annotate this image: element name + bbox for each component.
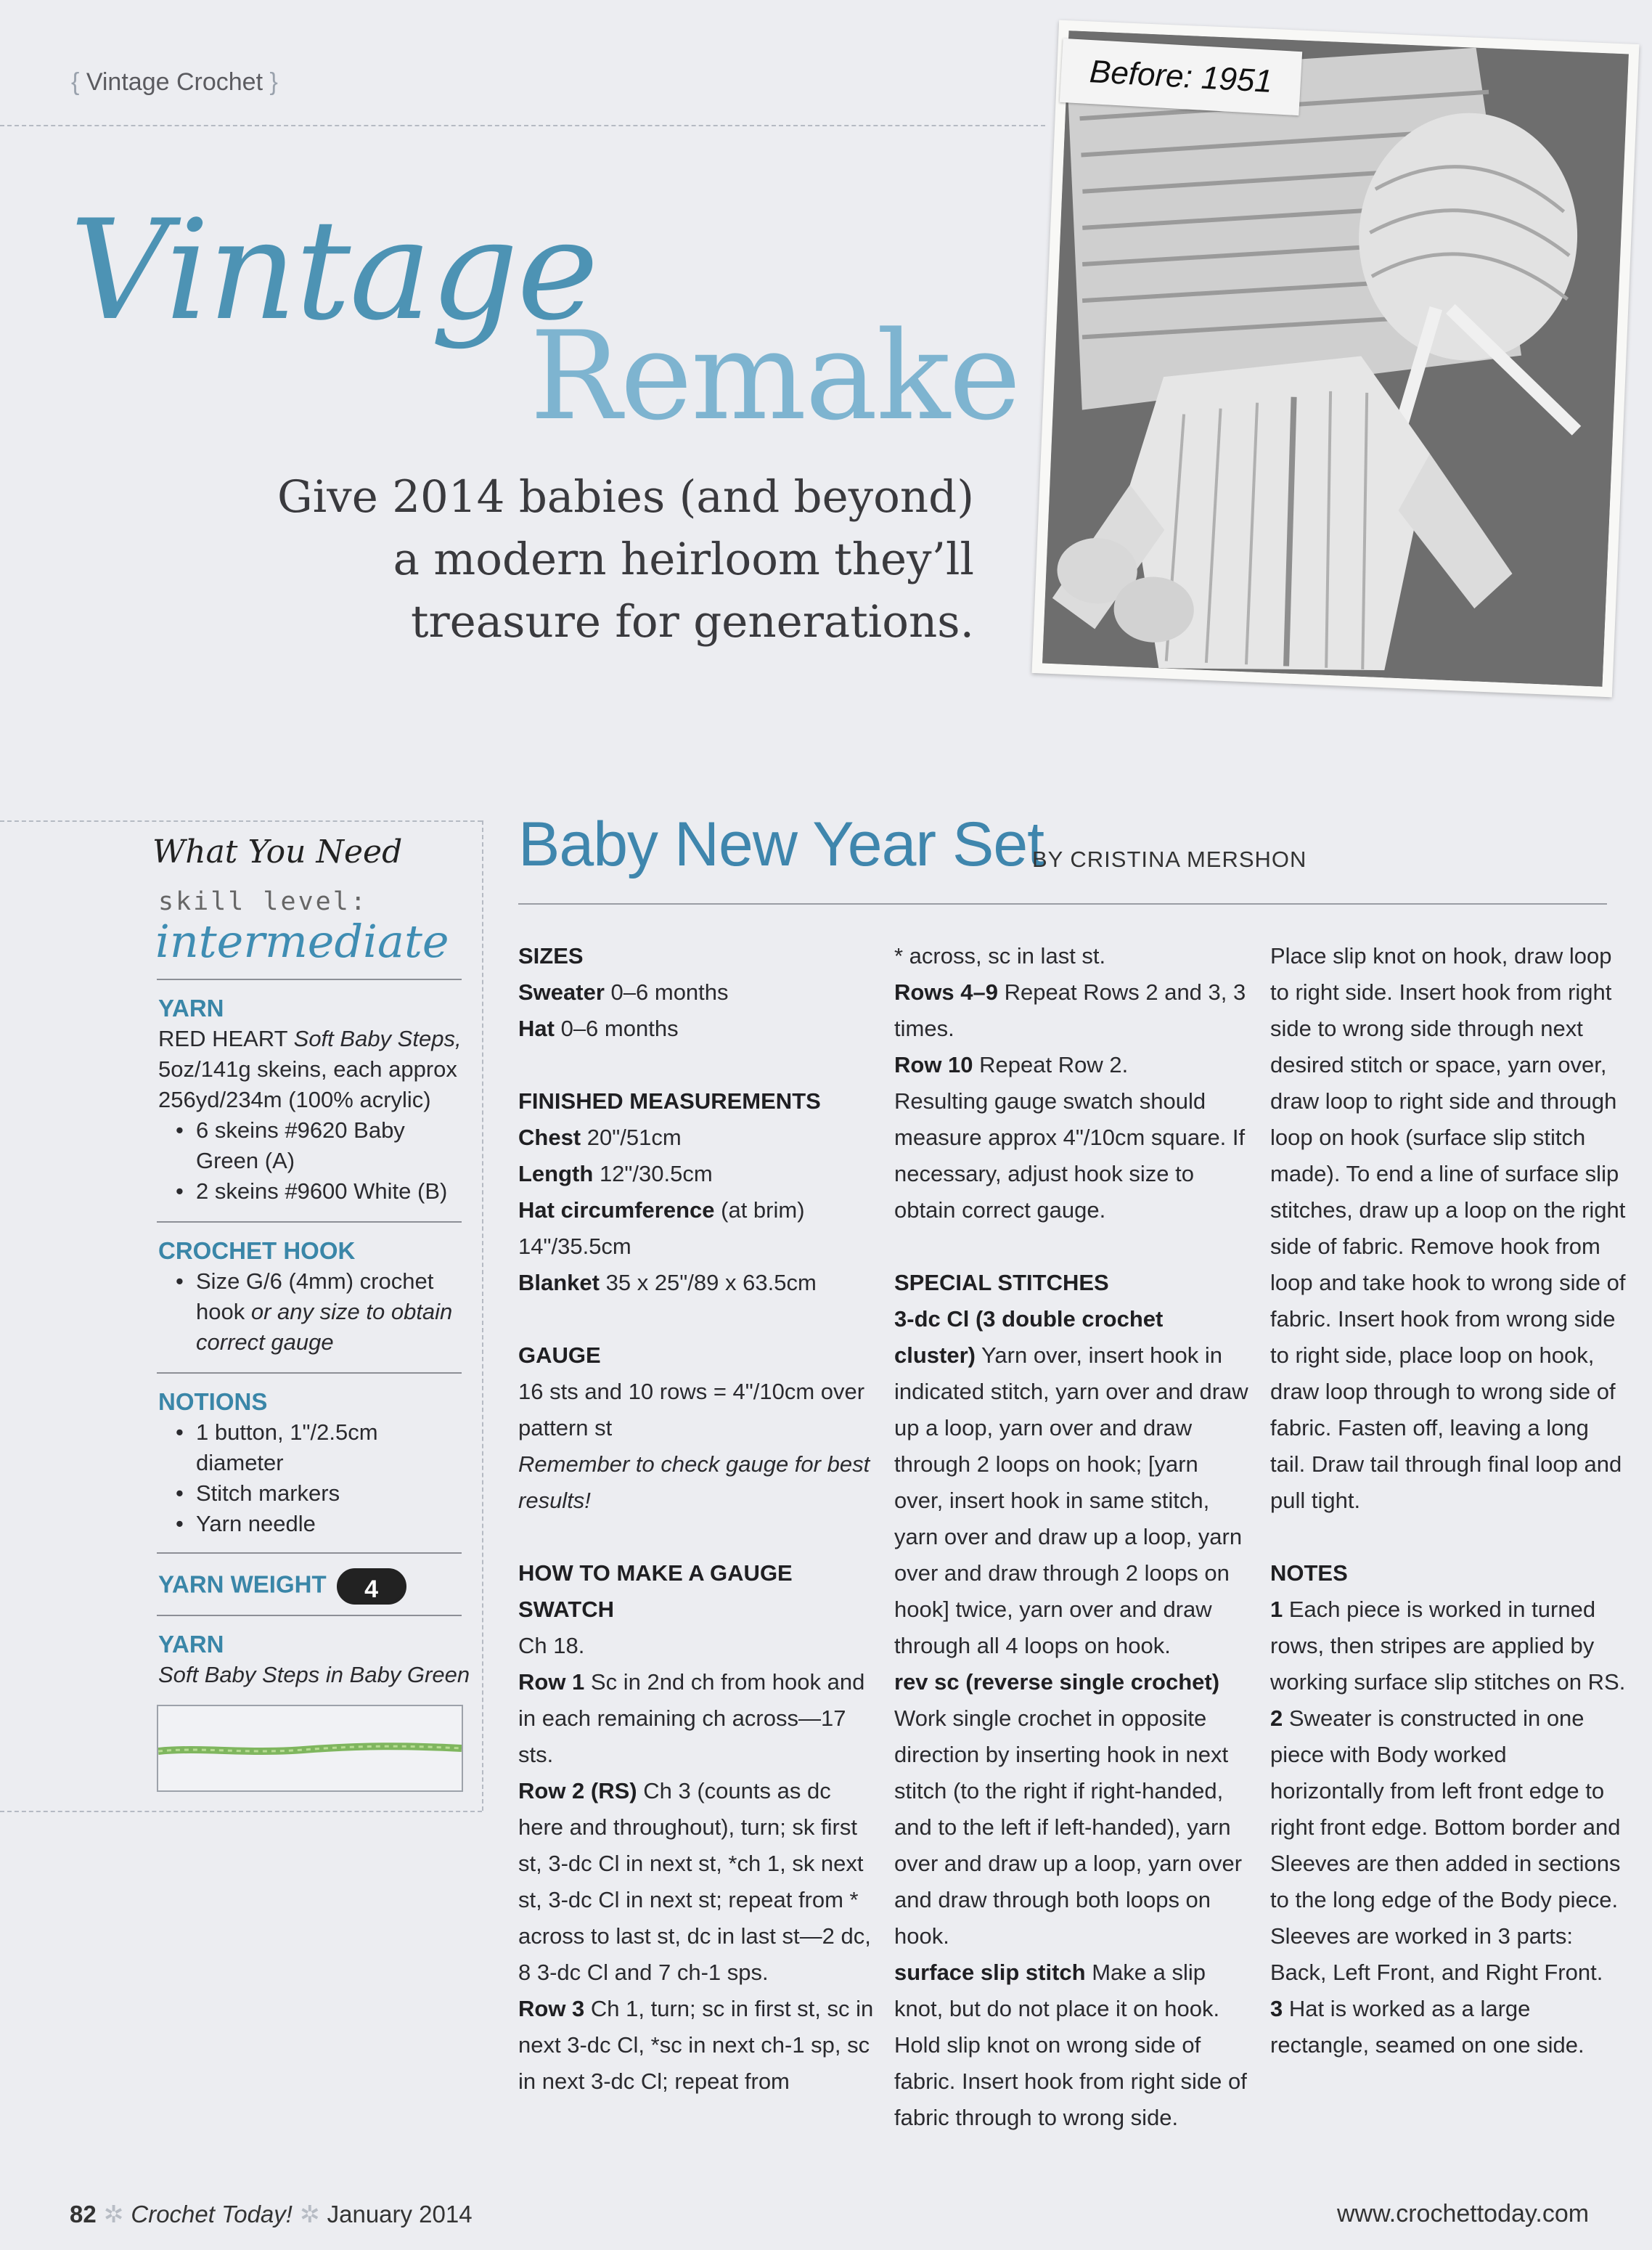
issue-date: January 2014 xyxy=(327,2201,473,2227)
project-byline: BY CRISTINA MERSHON xyxy=(1032,847,1307,872)
surface-slip-continued: Place slip knot on hook, draw loop to right side. Insert hook from right side to wrong side through next desired stitch or space, yarn over, draw loop to right side and through loop on hook (surface slip stitch made). To end a line of surface slip stitches, draw up a loop on the right side of fabric. Remove hook from loop and take hook to wrong side of fabric. Insert hook from wrong side to right side, place loop on hook, draw loop through to wrong side of fabric. Fasten off, leaving a long tail. Draw tail through final loop and pull tight. xyxy=(1270,943,1626,1513)
row-1-label: Row 1 xyxy=(518,1669,585,1695)
measure-chest-label: Chest xyxy=(518,1125,581,1150)
gauge-heading: GAUGE xyxy=(518,1342,601,1368)
stitch-surface-slip xyxy=(894,1955,1250,2136)
notions-list-item: • Yarn needle xyxy=(158,1509,463,1539)
row-3-continued: * across, sc in last st. xyxy=(894,943,1106,969)
row-10-label: Row 10 xyxy=(894,1052,973,1077)
measure-blanket xyxy=(518,1265,874,1301)
yarn-weight-desc: 5oz/141g skeins, each approx xyxy=(158,1056,457,1082)
yarn-weight-icon: 4 xyxy=(337,1568,406,1605)
yarn-name: Soft Baby Steps, xyxy=(293,1026,462,1051)
sidebar-rule-5 xyxy=(157,1615,462,1616)
notions-heading: NOTIONS xyxy=(158,1388,268,1415)
measure-blanket-value: 35 x 25"/89 x 63.5cm xyxy=(605,1270,817,1295)
row-3-label: Row 3 xyxy=(518,1996,585,2021)
title-remake: Remake xyxy=(530,305,1020,447)
size-hat xyxy=(518,1011,874,1047)
row-10 xyxy=(894,1047,1250,1083)
size-hat-label: Hat xyxy=(518,1016,555,1041)
section-tag: { Vintage Crochet } xyxy=(71,68,278,96)
notions-desc xyxy=(158,1417,463,1539)
column-2 xyxy=(894,938,1250,2136)
measure-hat-label: Hat circumference xyxy=(518,1197,715,1223)
magazine-name: Crochet Today! xyxy=(131,2201,293,2227)
size-hat-value: 0–6 months xyxy=(560,1016,679,1041)
hook-size: Size G/6 (4mm) crochet hook xyxy=(196,1268,434,1324)
measure-hat-value: (at brim) 14"/35.5cm xyxy=(518,1197,805,1259)
measure-length-value: 12"/30.5cm xyxy=(599,1161,713,1186)
row-1-text: Sc in 2nd ch from hook and in each remaining ch across—17 sts. xyxy=(518,1669,865,1767)
note-1 xyxy=(1270,1591,1626,1700)
footer-folio xyxy=(70,2200,473,2228)
row-1 xyxy=(518,1664,874,1773)
sidebar-rule-4 xyxy=(157,1552,462,1554)
stitch-surface-slip-label: surface slip stitch xyxy=(894,1960,1086,1985)
measure-chest-value: 20"/51cm xyxy=(586,1125,682,1150)
yarn-sample-desc: Soft Baby Steps in Baby Green xyxy=(158,1662,470,1687)
section-tag-text: Vintage Crochet xyxy=(86,68,263,96)
measure-blanket-label: Blanket xyxy=(518,1270,600,1295)
yarn-list xyxy=(158,1115,470,1207)
vintage-photo xyxy=(1042,30,1629,687)
yarn-sample-heading: YARN xyxy=(158,1631,224,1658)
tagline-line-2: a modern heirloom they’ll xyxy=(393,534,974,585)
photo-label: Before: 1951 xyxy=(1060,38,1302,115)
yarn-length-desc: 256yd/234m (100% acrylic) xyxy=(158,1087,431,1112)
skill-level-label: skill level: xyxy=(158,887,368,916)
footer-separator-icon: ✲ xyxy=(299,2201,320,2227)
yarn-sample-image xyxy=(157,1705,463,1792)
sidebar-top-divider xyxy=(0,820,482,822)
stitch-3dc-cluster-text: Yarn over, insert hook in indicated stitch, yarn over and draw up a loop, yarn over and draw through 2 loops on hook; [yarn over, insert hook in same stitch, yarn over and draw up a loop, yarn over and draw through 2 loops on hook] twice, yarn over and draw through all 4 loops on hook. xyxy=(894,1342,1248,1658)
rows-4-9-label: Rows 4–9 xyxy=(894,979,999,1005)
stitch-3dc-cluster xyxy=(894,1301,1250,1664)
yarn-weight-label: YARN WEIGHT xyxy=(158,1570,327,1598)
column-1 xyxy=(518,938,874,2100)
yarn-list-item: • 2 skeins #9600 White (B) xyxy=(158,1176,470,1207)
row-2-label: Row 2 (RS) xyxy=(518,1778,637,1803)
tagline-line-1: Give 2014 babies (and beyond) xyxy=(277,471,974,523)
finished-measurements-heading: FINISHED MEASUREMENTS xyxy=(518,1088,821,1114)
note-1-number: 1 xyxy=(1270,1597,1283,1622)
page-number: 82 xyxy=(70,2201,97,2227)
sidebar-rule-2 xyxy=(157,1221,462,1223)
headline-rule xyxy=(518,903,1607,905)
note-2-text: Sweater is constructed in one piece with Body worked horizontally from left front edge to right front edge. Bottom border and Sleeves are then added in sections to the long edge of the Body piece. Sleeves are worked in 3 parts: Back, Left Front, and Right Front. xyxy=(1270,1705,1621,1985)
size-sweater xyxy=(518,974,874,1011)
yarn-weight-heading xyxy=(158,1568,406,1605)
notions-list-item: • Stitch markers xyxy=(158,1478,463,1509)
vintage-photo-frame xyxy=(1032,20,1640,698)
yarn-brand: RED HEART xyxy=(158,1026,288,1051)
tagline xyxy=(248,466,974,653)
gauge-text: 16 sts and 10 rows = 4"/10cm over pattern st xyxy=(518,1379,865,1440)
row-2-text: Ch 3 (counts as dc here and throughout), turn; sk first st, 3-dc Cl in next st, *ch 1, sk next st, 3-dc Cl in next st; repeat from * across to last st, dc in last st—2 dc, 8 3-dc Cl and 7 ch-1 sps. xyxy=(518,1778,871,1985)
notes-heading: NOTES xyxy=(1270,1560,1348,1586)
row-3-text: Ch 1, turn; sc in first st, sc in next 3-dc Cl, *sc in next ch-1 sp, sc in next 3-dc Cl; repeat from xyxy=(518,1996,874,2094)
stitch-surface-slip-text: Make a slip knot, but do not place it on hook. Hold slip knot on wrong side of fabric. Insert hook from right side of fabric through to wrong side. xyxy=(894,1960,1247,2130)
stitch-rev-sc xyxy=(894,1664,1250,1955)
skill-level-value: intermediate xyxy=(155,915,449,968)
crochet-hook-heading: CROCHET HOOK xyxy=(158,1237,356,1264)
sidebar-bottom-divider xyxy=(0,1811,482,1812)
yarn-list-item: • 6 skeins #9620 Baby Green (A) xyxy=(158,1115,414,1176)
measure-length-label: Length xyxy=(518,1161,594,1186)
note-1-text: Each piece is worked in turned rows, then stripes are applied by working surface slip stitches on RS. xyxy=(1270,1597,1626,1695)
note-2 xyxy=(1270,1700,1626,1991)
rows-4-9-text: Repeat Rows 2 and 3, 3 times. xyxy=(894,979,1246,1041)
tagline-line-3: treasure for generations. xyxy=(410,596,974,648)
measure-length xyxy=(518,1156,874,1192)
measure-chest xyxy=(518,1120,874,1156)
gauge-note: Remember to check gauge for best results! xyxy=(518,1451,870,1513)
gauge-swatch-heading: HOW TO MAKE A GAUGE SWATCH xyxy=(518,1560,793,1622)
rows-4-9 xyxy=(894,974,1250,1047)
measure-hat xyxy=(518,1192,874,1265)
special-stitches-heading: SPECIAL STITCHES xyxy=(894,1270,1109,1295)
website-url[interactable]: www.crochettoday.com xyxy=(1337,2200,1590,2227)
note-3 xyxy=(1270,1991,1626,2063)
project-title: Baby New Year Set xyxy=(518,810,1044,879)
what-you-need-title: What You Need xyxy=(152,833,403,871)
crochet-hook-desc xyxy=(158,1266,463,1358)
note-3-number: 3 xyxy=(1270,1996,1283,2021)
stitch-rev-sc-label: rev sc (reverse single crochet) xyxy=(894,1669,1220,1695)
sidebar-right-divider xyxy=(482,820,483,1811)
row-10-text: Repeat Row 2. xyxy=(979,1052,1129,1077)
hook-list-item xyxy=(158,1266,463,1358)
sidebar-rule-1 xyxy=(157,979,462,980)
sidebar-rule-3 xyxy=(157,1372,462,1374)
size-sweater-value: 0–6 months xyxy=(610,979,729,1005)
chain-instruction: Ch 18. xyxy=(518,1633,585,1658)
stitch-rev-sc-text: Work single crochet in opposite direction by inserting hook in next stitch (to the right if right-handed, and to the left if left-handed), yarn over and draw up a loop, yarn over and draw through both loops on hook. xyxy=(894,1705,1243,1949)
size-sweater-label: Sweater xyxy=(518,979,605,1005)
note-2-number: 2 xyxy=(1270,1705,1283,1731)
yarn-heading: YARN xyxy=(158,995,224,1022)
note-3-text: Hat is worked as a large rectangle, seamed on one side. xyxy=(1270,1996,1584,2058)
header-divider xyxy=(0,125,1045,126)
row-2 xyxy=(518,1773,874,1991)
row-3 xyxy=(518,1991,874,2100)
baby-set-photo-illustration xyxy=(1042,30,1629,687)
gauge-result: Resulting gauge swatch should measure approx 4"/10cm square. If necessary, adjust hook size to obtain correct gauge. xyxy=(894,1088,1246,1223)
stitch-3dc-cluster-label: 3-dc Cl (3 double crochet cluster) xyxy=(894,1306,1164,1368)
notions-list-item: • 1 button, 1"/2.5cm diameter xyxy=(158,1417,399,1478)
yarn-strand-icon xyxy=(158,1706,462,1790)
footer-separator-icon: ✲ xyxy=(103,2201,124,2227)
title-vintage: Vintage xyxy=(70,190,597,351)
yarn-description xyxy=(158,1024,470,1207)
sizes-heading: SIZES xyxy=(518,943,584,969)
column-3 xyxy=(1270,938,1626,2063)
hook-note: or any size to obtain correct gauge xyxy=(196,1299,453,1355)
